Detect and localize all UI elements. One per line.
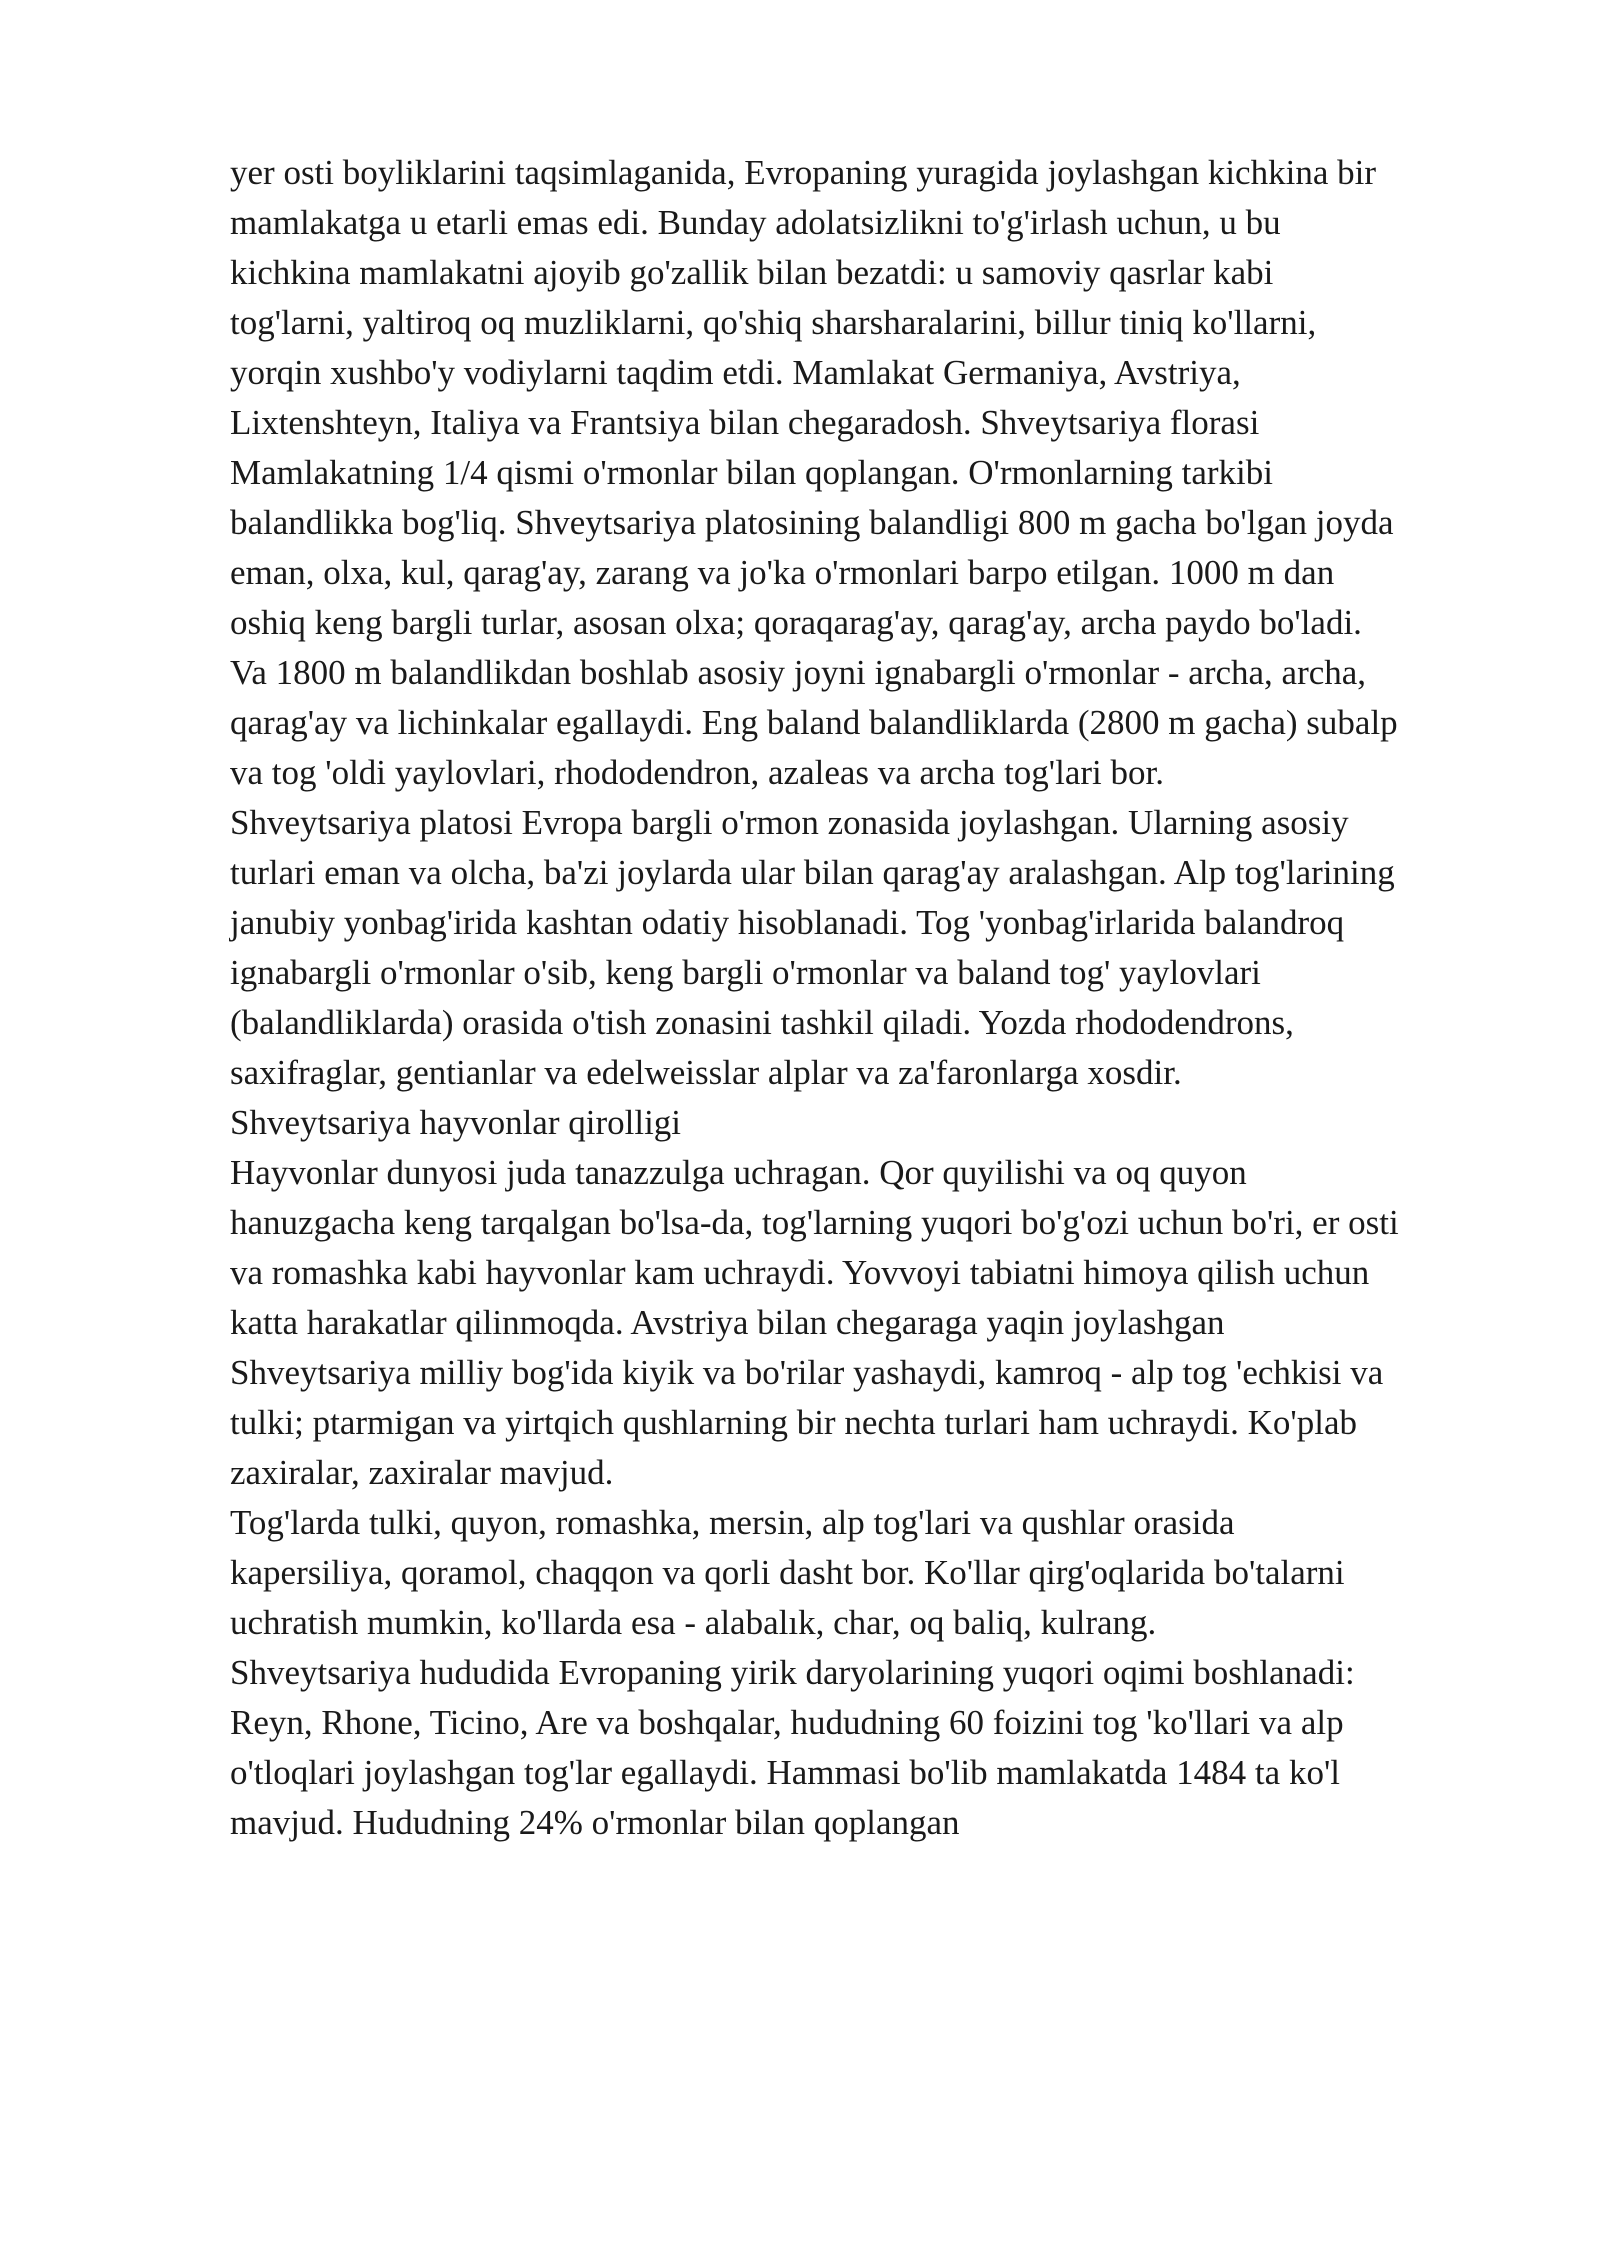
- document-body-text: [230, 148, 1510, 1848]
- text-line: Va 1800 m balandlikdan boshlab asosiy joyni ignabargli o'rmonlar - archa, archa,: [230, 653, 1367, 692]
- text-line: oshiq keng bargli turlar, asosan olxa; qoraqarag'ay, qarag'ay, archa paydo bo'ladi.: [230, 603, 1362, 642]
- text-line: Shveytsariya hududida Evropaning yirik daryolarining yuqori oqimi boshlanadi:: [230, 1653, 1355, 1692]
- text-line: tog'larni, yaltiroq oq muzliklarni, qo'shiq sharsharalarini, billur tiniq ko'llarni,: [230, 303, 1317, 342]
- text-line: Shveytsariya milliy bog'ida kiyik va bo'rilar yashaydi, kamroq - alp tog 'echkisi va: [230, 1353, 1384, 1392]
- text-line: va romashka kabi hayvonlar kam uchraydi. Yovvoyi tabiatni himoya qilish uchun: [230, 1253, 1370, 1292]
- text-line: (balandliklarda) orasida o'tish zonasini tashkil qiladi. Yozda rhododendrons,: [230, 1003, 1294, 1042]
- text-line: Shveytsariya platosi Evropa bargli o'rmon zonasida joylashgan. Ularning asosiy: [230, 803, 1349, 842]
- text-line: ignabargli o'rmonlar o'sib, keng bargli o'rmonlar va baland tog' yaylovlari: [230, 953, 1261, 992]
- text-line: uchratish mumkin, ko'llarda esa - alabalık, char, oq baliq, kulrang.: [230, 1603, 1157, 1642]
- text-line: Lixtenshteyn, Italiya va Frantsiya bilan chegaradosh. Shveytsariya florasi: [230, 403, 1260, 442]
- section-heading: Shveytsariya hayvonlar qirolligi: [230, 1103, 682, 1142]
- text-line: Tog'larda tulki, quyon, romashka, mersin, alp tog'lari va qushlar orasida: [230, 1503, 1235, 1542]
- text-line: va tog 'oldi yaylovlari, rhododendron, azaleas va archa tog'lari bor.: [230, 753, 1164, 792]
- text-line: zaxiralar, zaxiralar mavjud.: [230, 1453, 614, 1492]
- text-line: tulki; ptarmigan va yirtqich qushlarning bir nechta turlari ham uchraydi. Ko'plab: [230, 1403, 1357, 1442]
- text-line: saxifraglar, gentianlar va edelweisslar alplar va za'faronlarga xosdir.: [230, 1053, 1182, 1092]
- text-line: Reyn, Rhone, Ticino, Are va boshqalar, hududning 60 foizini tog 'ko'llari va alp: [230, 1703, 1344, 1742]
- text-line: hanuzgacha keng tarqalgan bo'lsa-da, tog'larning yuqori bo'g'ozi uchun bo'ri, er osti: [230, 1203, 1399, 1242]
- text-line: balandlikka bog'liq. Shveytsariya platosining balandligi 800 m gacha bo'lgan joyda: [230, 503, 1394, 542]
- text-line: katta harakatlar qilinmoqda. Avstriya bilan chegaraga yaqin joylashgan: [230, 1303, 1225, 1342]
- text-line: yer osti boyliklarini taqsimlaganida, Evropaning yuragida joylashgan kichkina bir: [230, 153, 1376, 192]
- text-line: mavjud. Hududning 24% o'rmonlar bilan qoplangan: [230, 1803, 960, 1842]
- text-line: mamlakatga u etarli emas edi. Bunday adolatsizlikni to'g'irlash uchun, u bu: [230, 203, 1281, 242]
- text-line: Hayvonlar dunyosi juda tanazzulga uchragan. Qor quyilishi va oq quyon: [230, 1153, 1247, 1192]
- text-line: eman, olxa, kul, qarag'ay, zarang va jo'ka o'rmonlari barpo etilgan. 1000 m dan: [230, 553, 1335, 592]
- text-line: Mamlakatning 1/4 qismi o'rmonlar bilan qoplangan. O'rmonlarning tarkibi: [230, 453, 1273, 492]
- text-line: qarag'ay va lichinkalar egallaydi. Eng baland balandliklarda (2800 m gacha) subalp: [230, 703, 1398, 742]
- text-line: kichkina mamlakatni ajoyib go'zallik bilan bezatdi: u samoviy qasrlar kabi: [230, 253, 1274, 292]
- text-line: yorqin xushbo'y vodiylarni taqdim etdi. Mamlakat Germaniya, Avstriya,: [230, 353, 1241, 392]
- text-line: kapersiliya, qoramol, chaqqon va qorli dasht bor. Ko'llar qirg'oqlarida bo'talarni: [230, 1553, 1345, 1592]
- text-line: janubiy yonbag'irida kashtan odatiy hisoblanadi. Tog 'yonbag'irlarida balandroq: [230, 903, 1345, 942]
- text-line: o'tloqlari joylashgan tog'lar egallaydi. Hammasi bo'lib mamlakatda 1484 ta ko'l: [230, 1753, 1340, 1792]
- text-line: turlari eman va olcha, ba'zi joylarda ular bilan qarag'ay aralashgan. Alp tog'larining: [230, 853, 1395, 892]
